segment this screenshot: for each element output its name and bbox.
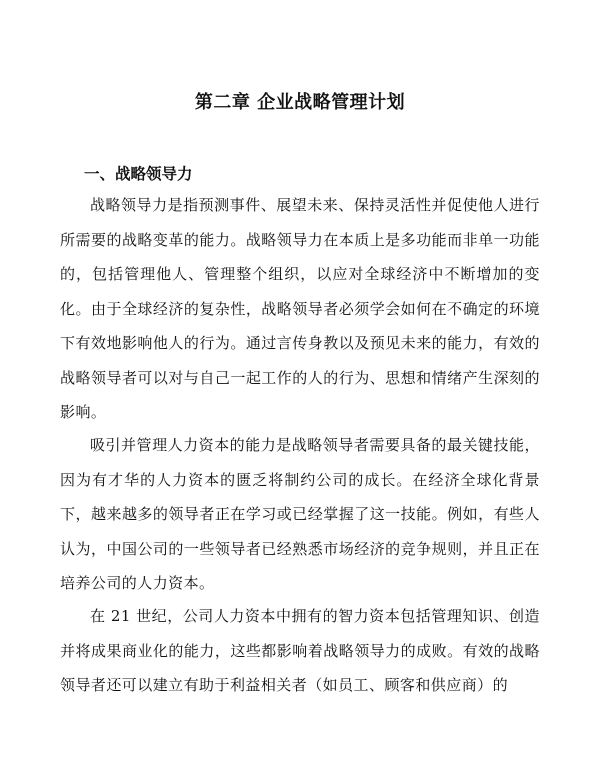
- body-paragraph: 战略领导力是指预测事件、展望未来、保持灵活性并促使他人进行所需要的战略变革的能力。战略领导力在本质上是多功能而非单一功能的，包括管理他人、管理整个组织，以应对全球经济中不断增加的变化。由于全球经济的复杂性，战略领导者必须学会如何在不确定的环境下有效地影响他人的行为。通过言传身教以及预见未来的能力，有效的战略领导者可以对与自己一起工作的人的行为、思想和情绪产生深刻的影响。: [60, 196, 540, 421]
- body-paragraph: 吸引并管理人力资本的能力是战略领导者需要具备的最关键技能，因为有才华的人力资本的匮乏将制约公司的成长。在经济全球化背景下，越来越多的领导者正在学习或已经掌握了这一技能。例如，有些人认为，中国公司的一些领导者已经熟悉市场经济的竞争规则，并且正在培养公司的人力资本。: [60, 436, 540, 592]
- section-heading: 一、战略领导力: [84, 164, 193, 183]
- body-paragraph: 在 21 世纪，公司人力资本中拥有的智力资本包括管理知识、创造并将成果商业化的能力，这些都影响着战略领导力的成败。有效的战略领导者还可以建立有助于利益相关者（如员工、顾客和供应商）的: [60, 607, 540, 694]
- chapter-title: 第二章 企业战略管理计划: [194, 92, 406, 113]
